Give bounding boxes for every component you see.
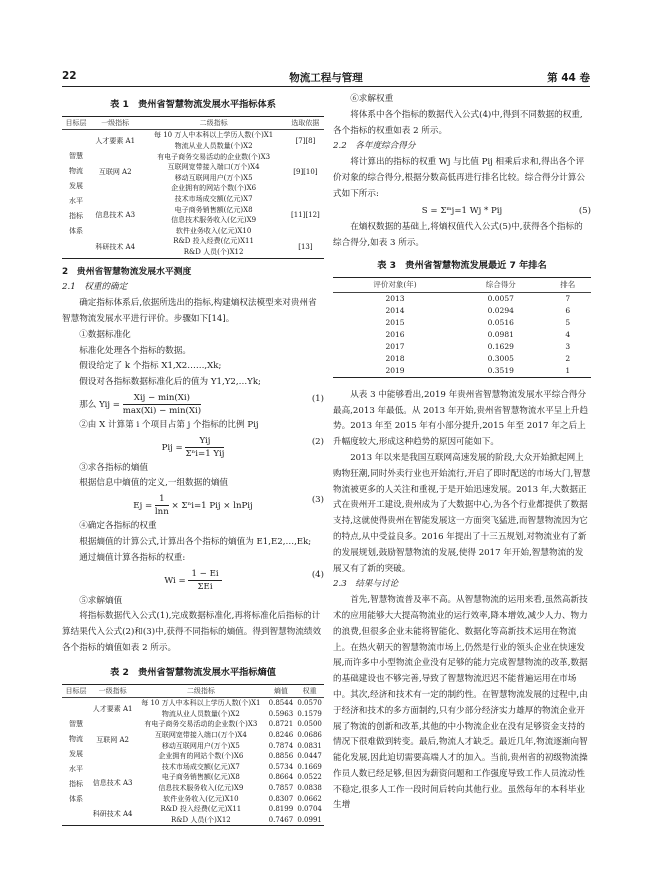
item-cell: 物流从业人员数量(个)X2 xyxy=(174,141,253,150)
rank-cell: 1 xyxy=(565,365,571,375)
item-cell: 每 10 万人中本科以上学历人数(个)X1 xyxy=(153,131,274,140)
entropy-cell: 0.7874 xyxy=(268,741,294,750)
table2 xyxy=(62,684,324,827)
group-cell: 人才要素 A1 xyxy=(95,136,136,145)
eq-prefix: Ej = xyxy=(133,501,153,512)
group-cell: 互联网 A2 xyxy=(96,736,129,745)
score-cell: 0.0294 xyxy=(487,305,514,315)
item-cell: 互联网宽带接入端口(万个)X4 xyxy=(167,163,260,172)
table2-header: 二级指标 xyxy=(135,684,266,698)
score-cell: 0.0516 xyxy=(487,317,514,327)
item-cell: 企业拥有的网站个数(个)X6 xyxy=(158,752,244,761)
item-cell: R&D 投入经费(亿元)X11 xyxy=(160,805,242,814)
numerator: Yij xyxy=(185,435,224,448)
score-cell: 0.1629 xyxy=(487,341,514,351)
year-cell: 2016 xyxy=(385,329,405,339)
paragraph: 确定指标体系后,依据所选出的指标,构建熵权法模型来对贵州省智慧物流发展水平进行评价。步骤如下[14]。 xyxy=(62,298,317,324)
weight-cell: 0.0500 xyxy=(297,720,322,729)
rank-cell: 2 xyxy=(565,353,571,363)
equation-1 xyxy=(62,392,324,417)
table-row xyxy=(62,152,324,163)
paragraph: 在熵权数据的基础上,将熵权值代入公式(5)中,获得各个指标的综合得分,如表 3 所示。 xyxy=(333,222,583,249)
entropy-cell: 0.8664 xyxy=(268,773,294,782)
item-cell: 技术市场成交额(亿元)X7 xyxy=(174,194,253,203)
eq-number: (2) xyxy=(311,436,324,447)
step-heading: ⑥求解权重 xyxy=(350,94,394,104)
table2-caption: 表 2 贵州省智慧物流发展水平指标熵值 xyxy=(110,666,276,678)
step-heading: ③求各指标的熵值 xyxy=(79,462,148,473)
paragraph: 将体系中各个指标的数据代入公式(4)中,得到不同数据的权重,各个指标的权重如表 2 所示。 xyxy=(333,109,583,136)
table-row xyxy=(62,236,324,247)
table1 xyxy=(62,116,324,259)
fraction xyxy=(188,568,221,593)
paragraph: 将指标数据代入公式(1),完成数据标准化,再将标准化后指标的计算结果代入公式(2)和(3)中,获得不同指标的熵值。得到智慧物流绩效各个指标的熵值如表 2 所示。 xyxy=(62,611,322,654)
item-cell: 软件业务收入(亿元)X10 xyxy=(163,794,239,803)
table1-header: 二级指标 xyxy=(140,116,286,130)
section-2-3-title: 2.3 结果与讨论 xyxy=(333,579,399,590)
eq-prefix: Wi = xyxy=(164,575,186,586)
equation-5 xyxy=(333,204,591,220)
target-label: 智慧物流发展水平指标体系 xyxy=(69,151,83,235)
rank-cell: 7 xyxy=(565,293,571,303)
rank-cell: 6 xyxy=(565,305,571,315)
table-row xyxy=(62,194,324,205)
table2-header: 目标层 xyxy=(62,684,90,698)
table2-header: 权重 xyxy=(295,684,324,698)
fraction xyxy=(185,435,224,460)
eq-body: S = Σᵐj=1 Wj * Pij xyxy=(421,205,503,216)
right-column xyxy=(333,92,591,814)
target-cell xyxy=(62,130,90,258)
eq-prefix: Pij = xyxy=(161,442,183,453)
table3-caption: 表 3 贵州省智慧物流发展最近 7 年排名 xyxy=(377,259,547,271)
numerator: Xij − min(Xi) xyxy=(123,392,201,405)
item-cell: R&D 投入经费(亿元)X11 xyxy=(173,237,254,246)
weight-cell: 0.1579 xyxy=(297,709,322,718)
table-row xyxy=(333,329,591,341)
fraction xyxy=(123,392,201,417)
journal-title: 物流工程与管理 xyxy=(289,72,363,84)
ref-cell: [9][10] xyxy=(293,168,318,177)
denominator: max(Xi) − min(Xi) xyxy=(122,405,202,416)
group-cell: 人才要素 A1 xyxy=(92,704,133,713)
denominator: Σⁿi=1 Yij xyxy=(185,448,225,459)
table-row xyxy=(62,719,324,730)
paragraph: 通过熵值计算各指标的权重: xyxy=(79,552,186,563)
paragraph: 根据熵值的计算公式,计算出各个指标的熵值为 E1,E2,…,Ek; xyxy=(79,537,312,548)
table-row xyxy=(62,130,324,141)
item-cell: 物流从业人员数量(个)X2 xyxy=(161,709,240,718)
weight-cell: 0.0686 xyxy=(297,731,322,740)
eq-number: (4) xyxy=(311,569,324,580)
weight-cell: 0.0662 xyxy=(297,794,322,803)
item-cell: 有电子商务交易活动的企业数(个)X3 xyxy=(157,152,271,161)
volume-label: 第 44 卷 xyxy=(547,72,590,84)
table-row xyxy=(333,353,591,365)
item-cell: 有电子商务交易活动的企业数(个)X3 xyxy=(144,720,258,729)
left-column xyxy=(62,94,324,826)
item-cell: 互联网宽带接入端口(万个)X4 xyxy=(154,731,247,740)
paragraph: 2013 年以来是我国互联网高速发展的阶段,大众开始掀起网上购物狂潮,同时外卖行业也开始流行,开启了即时配送的市场大门,智慧物流被更多的人关注和重视,于是开始迅速发展。2013 年,大数据正式在贵州开工建设,贵州成为了大数据中心,为各个行业都提供了数据支持,这就使得贵州在智能发展这一方面突飞猛进,而智慧物流因为它的特点,从中受益良多。2016 年提出了十三五规划,对物流业有了新的发展规划,鼓励智慧物流的发展,使得 2017 年开始,智慧物流的发展又有了新的突破。 xyxy=(333,452,591,574)
group-cell: 科研技术 A4 xyxy=(95,242,136,251)
entropy-cell: 0.7857 xyxy=(268,784,294,792)
weight-cell: 0.0447 xyxy=(297,752,322,761)
table-row xyxy=(333,341,591,353)
item-cell: 信息技术服务收入(亿元)X9 xyxy=(171,216,257,225)
ref-cell: [13] xyxy=(298,242,313,251)
eq-suffix: × Σⁿi=1 Pij × lnPij xyxy=(171,501,253,512)
table1-header: 选取依据 xyxy=(287,116,324,130)
year-cell: 2017 xyxy=(385,341,405,351)
section-2-2-title: 2.2 各年度综合得分 xyxy=(333,141,416,152)
item-cell: 信息技术服务收入(亿元)X9 xyxy=(158,784,244,792)
table-row xyxy=(333,365,591,378)
table2-header: 熵值 xyxy=(267,684,296,698)
paragraph: 假设对各指标数据标准化后的值为 Y1,Y2,…Yk; xyxy=(79,377,261,388)
entropy-cell: 0.5734 xyxy=(268,762,294,771)
year-cell: 2019 xyxy=(385,365,405,375)
paragraph: 首先,智慧物流普及率不高。从智慧物流的运用来看,虽然高新技术的应用能够大大提高物流业的运行效率,降本增效,减少人力、物力的浪费,但很多企业未能将智能化、数据化等高新技术运用在物流上。在热火朝天的智慧物流市场上,仍然是行业的领头企业在快速发展,而许多中小型物流企业没有足够的能力完成智慧物流的改革,数据的基础建设也不够完善,导致了智慧物流迟迟不能普遍运用在市场中。其次,经济和技术有一定的制约性。在智慧物流发展的过程中,由于经济和技术的多方面制约,只有少部分经济实力雄厚的物流企业开展了物流的创新和改革,其他的中小物流企业在没有足够资金支持的情况下很难做到转变。最后,物流人才缺乏。最近几年,物流逐渐向智能化发展,因此迫切需要高端人才的加入。当前,贵州省的初级物流操作员人数已经足够,但因为薪资问题和工作强度导致工作人员流动性不稳定,很多人工作一段时间后转向其他行业。虽然每年的本科毕业生增 xyxy=(333,595,588,811)
item-cell: R&D 人员(个)X12 xyxy=(171,815,231,824)
page-header xyxy=(62,68,590,87)
item-cell: R&D 人员(个)X12 xyxy=(183,247,244,256)
group-cell: 科研技术 A4 xyxy=(92,810,133,819)
denominator: lnn xyxy=(154,507,169,518)
paragraph: 假设给定了 k 个指标 X1,X2……,Xk; xyxy=(79,361,222,372)
step-heading: ②由 X 计算第 i 个项目占第 j 个指标的比例 Pij xyxy=(79,419,259,430)
table1-caption: 表 1 贵州省智慧物流发展水平指标体系 xyxy=(110,99,276,110)
equation-3 xyxy=(62,493,324,518)
year-cell: 2013 xyxy=(385,293,405,303)
table1-header: 一级指标 xyxy=(90,116,140,130)
table-row xyxy=(333,317,591,329)
score-cell: 0.0981 xyxy=(487,329,514,339)
step-heading: ①数据标准化 xyxy=(79,329,131,340)
rank-cell: 5 xyxy=(565,317,571,327)
section-2-1-title: 2.1 权重的确定 xyxy=(62,282,128,293)
ref-cell: [11][12] xyxy=(291,210,320,219)
table-row xyxy=(333,292,591,305)
ref-cell: [7][8] xyxy=(295,136,316,145)
weight-cell: 0.0522 xyxy=(297,773,322,782)
entropy-cell: 0.8856 xyxy=(268,752,294,761)
entropy-cell: 0.7467 xyxy=(268,815,294,824)
table3 xyxy=(333,277,591,378)
weight-cell: 0.0991 xyxy=(297,815,322,824)
equation-4 xyxy=(62,568,324,593)
item-cell: 电子商务销售额(亿元)X8 xyxy=(161,773,240,782)
group-cell: 信息技术 A3 xyxy=(95,210,136,219)
table1-header: 目标层 xyxy=(62,116,90,130)
item-cell: 移动互联网用户(万个)X5 xyxy=(161,741,240,750)
step-heading: ⑤求解熵值 xyxy=(79,595,123,606)
score-cell: 0.3519 xyxy=(487,365,514,375)
target-cell xyxy=(62,698,90,826)
entropy-cell: 0.8307 xyxy=(268,794,294,803)
entropy-cell: 0.8721 xyxy=(268,720,294,729)
entropy-cell: 0.8544 xyxy=(268,699,294,708)
score-cell: 0.0057 xyxy=(487,293,514,303)
weight-cell: 0.0570 xyxy=(297,699,322,708)
year-cell: 2015 xyxy=(385,317,405,327)
item-cell: 电子商务销售额(亿元)X8 xyxy=(174,205,253,214)
weight-cell: 0.0704 xyxy=(297,805,322,814)
table-row xyxy=(62,804,324,815)
eq-prefix: 那么 Yij = xyxy=(79,399,120,410)
table2-body xyxy=(62,698,324,826)
table3-header: 评价对象(年) xyxy=(333,277,457,292)
item-cell: 移动互联网用户(万个)X5 xyxy=(174,173,253,182)
entropy-cell: 0.8199 xyxy=(268,805,294,814)
group-cell: 互联网 A2 xyxy=(98,168,132,177)
paragraph: 从表 3 中能够看出,2019 年贵州省智慧物流发展水平综合得分最高,2013 年最低。从 2013 年开始,贵州省智慧物流水平呈上升趋势。2013 年至 2015 年有小部分提升,2015 年至 2017 年之后上升幅度较大,形成这种趋势的原因可能如下。 xyxy=(333,389,589,448)
paragraph: 标准化处理各个指标的数据。 xyxy=(79,345,191,356)
equation-2 xyxy=(62,435,324,460)
year-cell: 2018 xyxy=(385,353,405,363)
fraction xyxy=(155,493,169,518)
item-cell: 企业拥有的网站个数(个)X6 xyxy=(171,184,257,193)
eq-number: (5) xyxy=(578,205,591,216)
item-cell: 每 10 万人中本科以上学历人数(个)X1 xyxy=(141,699,261,708)
table-row xyxy=(62,698,324,709)
target-label: 智慧物流发展水平指标体系 xyxy=(69,719,83,803)
weight-cell: 0.0831 xyxy=(297,741,322,750)
weight-cell: 0.1669 xyxy=(297,762,322,771)
rank-cell: 4 xyxy=(565,329,571,339)
eq-number: (1) xyxy=(311,393,324,404)
table3-header: 排名 xyxy=(545,277,592,292)
year-cell: 2014 xyxy=(385,305,405,315)
table-row xyxy=(62,762,324,773)
score-cell: 0.3005 xyxy=(487,353,514,363)
step-heading: ④确定各指标的权重 xyxy=(79,521,157,532)
denominator: ΣEi xyxy=(197,581,213,592)
eq-number: (3) xyxy=(311,495,324,506)
page-number: 22 xyxy=(62,70,77,82)
table-row xyxy=(333,305,591,317)
table3-body xyxy=(333,292,591,377)
group-cell: 信息技术 A3 xyxy=(92,778,133,787)
table3-header: 综合得分 xyxy=(457,277,544,292)
entropy-cell: 0.5963 xyxy=(268,709,294,718)
section-2-title: 2 贵州省智慧物流发展水平测度 xyxy=(62,266,192,277)
rank-cell: 3 xyxy=(565,341,571,351)
item-cell: 软件业务收入(亿元)X10 xyxy=(175,226,252,235)
paragraph: 将计算出的指标的权重 Wj 与比值 Pij 相乘后求和,得出各个评价对象的综合得分,根据分数高低再进行排名比较。综合得分计算公式如下所示: xyxy=(333,157,585,199)
table2-header: 一级指标 xyxy=(90,684,135,698)
numerator: 1 − Ei xyxy=(188,568,221,581)
entropy-cell: 0.8246 xyxy=(268,731,294,740)
item-cell: 技术市场成交额(亿元)X7 xyxy=(161,762,240,771)
paragraph: 根据信息中熵值的定义,一组数据的熵值 xyxy=(79,478,229,489)
numerator: 1 xyxy=(155,493,169,506)
weight-cell: 0.0838 xyxy=(297,784,322,792)
